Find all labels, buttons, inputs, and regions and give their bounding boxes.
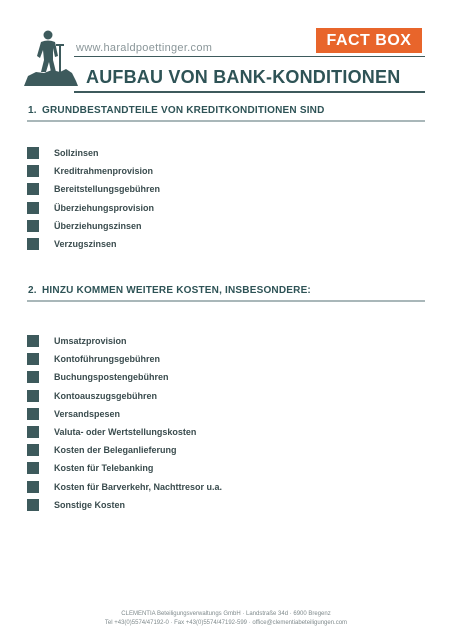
- square-bullet-icon: [27, 147, 39, 159]
- section-2-divider: [27, 300, 425, 302]
- footer-address: CLEMENTIA Beteiligungsverwaltungs GmbH · Landstraße 34d · 6900 Bregenz: [121, 611, 331, 617]
- list-item: [27, 235, 160, 253]
- section-2-list: [27, 332, 222, 514]
- list-item-label: Kosten für Barverkehr, Nachttresor u.a.: [54, 481, 223, 492]
- statue-logo-icon: [22, 26, 80, 88]
- list-item: [27, 496, 222, 514]
- square-bullet-icon: [27, 462, 39, 474]
- section-1-heading-text: GRUNDBESTANDTEILE VON KREDITKONDITIONEN SIND: [42, 105, 325, 116]
- square-bullet-icon: [27, 444, 39, 456]
- list-item-label: Versandspesen: [54, 408, 121, 419]
- page-footer: [0, 610, 452, 628]
- list-item: [27, 423, 222, 441]
- section-1-divider: [27, 120, 425, 122]
- list-item: [27, 350, 222, 368]
- square-bullet-icon: [27, 426, 39, 438]
- square-bullet-icon: [27, 183, 39, 195]
- section-2-heading: [28, 285, 311, 296]
- list-item-label: Kosten der Beleganlieferung: [54, 445, 177, 456]
- list-item-label: Kontoführungsgebühren: [54, 354, 160, 365]
- website-url[interactable]: www.haraldpoettinger.com: [76, 42, 213, 54]
- section-2-heading-text: HINZU KOMMEN WEITERE KOSTEN, INSBESONDERE:: [42, 285, 311, 296]
- square-bullet-icon: [27, 220, 39, 232]
- list-item: [27, 199, 160, 217]
- list-item: [27, 332, 222, 350]
- list-item-label: Umsatzprovision: [54, 336, 127, 347]
- list-item-label: Buchungspostengebühren: [54, 372, 169, 383]
- list-item-label: Bereitstellungsgebühren: [54, 184, 161, 195]
- list-item: [27, 217, 160, 235]
- section-1-number: 1.: [28, 105, 37, 116]
- list-item: [27, 144, 160, 162]
- square-bullet-icon: [27, 499, 39, 511]
- header-divider: [74, 56, 425, 57]
- list-item-label: Valuta- oder Wertstellungskosten: [54, 427, 197, 438]
- title-divider: [74, 91, 425, 93]
- square-bullet-icon: [27, 165, 39, 177]
- list-item-label: Kreditrahmenprovision: [54, 166, 154, 177]
- list-item-label: Überziehungsprovision: [54, 202, 155, 213]
- list-item-label: Sollzinsen: [54, 148, 99, 159]
- square-bullet-icon: [27, 408, 39, 420]
- square-bullet-icon: [27, 202, 39, 214]
- list-item-label: Überziehungszinsen: [54, 220, 142, 231]
- page-title: AUFBAU VON BANK-KONDITIONEN: [86, 67, 401, 87]
- list-item: [27, 368, 222, 386]
- square-bullet-icon: [27, 481, 39, 493]
- square-bullet-icon: [27, 353, 39, 365]
- footer-contact: Tel +43(0)5574/47192-0 · Fax +43(0)5574/47192-599 · office@clementiabeteiligungen.com: [104, 620, 348, 626]
- list-item: [27, 441, 222, 459]
- list-item: [27, 459, 222, 477]
- list-item: [27, 478, 222, 496]
- section-1-heading: [28, 105, 325, 116]
- square-bullet-icon: [27, 371, 39, 383]
- list-item-label: Verzugszinsen: [54, 239, 117, 250]
- list-item-label: Kontoauszugsgebühren: [54, 390, 157, 401]
- square-bullet-icon: [27, 335, 39, 347]
- list-item: [27, 162, 160, 180]
- list-item: [27, 405, 222, 423]
- section-2-number: 2.: [28, 285, 37, 296]
- fact-box-badge: FACT BOX: [316, 28, 422, 53]
- list-item-label: Sonstige Kosten: [54, 499, 126, 510]
- list-item: [27, 387, 222, 405]
- square-bullet-icon: [27, 238, 39, 250]
- square-bullet-icon: [27, 390, 39, 402]
- list-item-label: Kosten für Telebanking: [54, 463, 154, 474]
- section-1-list: [27, 144, 160, 253]
- list-item: [27, 180, 160, 198]
